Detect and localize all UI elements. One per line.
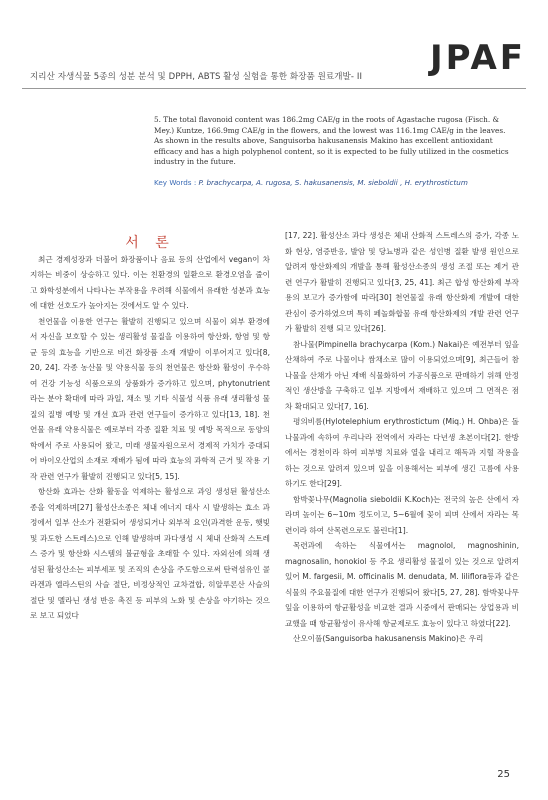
body-paragraph: 참나물(Pimpinella brachycarpa (Kom.) Nakai)은 예전부터 잎을 산채하여 주로 나물이나 쌈채소로 많이 이용되었으며[9], 최근들어 참나물을 산채가 아닌 재배 식물화하여 가공식품으로 판매하기 위해 안정적인 생산방을 구축하고 일부 지방에서 재배하고 있으며 그 면적은 점차 확대되고 있다[7, 16]. (285, 339, 519, 411)
body-paragraph: 평의비름(Hylotelephium erythrostictum (Miq.) H. Ohba)은 돌나물과에 속하여 우리나라 전역에서 자라는 다년생 초본이다[2]. 한방에서는 경천이라 하여 피부병 치료와 열을 내리고 해독과 지혈 작용을 하는 것으로 알려져 있으며 잎을 이용해서는 피부에 생긴 고름에 사용하기도 한다[29]. (285, 417, 519, 488)
keywords-list: P. brachycarpa, A. rugosa, S. hakusanensis, M. sieboldii , H. erythrostictum (198, 177, 468, 187)
page-number: 25 (497, 769, 510, 780)
keywords-label: Key Words : (154, 177, 197, 187)
section-title: 서 론 (125, 235, 175, 251)
body-column-right (285, 228, 519, 647)
abstract-block (154, 115, 516, 189)
header-divider (22, 88, 526, 89)
running-title: 지리산 자생식물 5종의 성분 분석 및 DPPH, ABTS 활성 실험을 통한 화장품 원료개발- II (30, 72, 363, 82)
abstract-paragraph-1: 5. The total flavonoid content was 186.2mg CAE/g in the roots of Agastache rugosa (Fisch. & Mey.) Kuntze, 166.9mg CAE/g in the flowers, and the lowest was 116.1mg CAE/g in the leaves. (154, 115, 506, 135)
keywords-line (154, 178, 516, 189)
body-paragraph: 목련과에 속하는 식물에서는 magnolol, magnoshinin, magnosalin, honokiol 등 주요 생리활성 물질이 있는 것으로 알려져 있어 M. fargesii, M. officinalis M. denudata, M. liliflora등과 같은 식물의 주요물질에 대한 연구가 진행되어 왔다[5, 27, 28]. 함박꽃나무 잎을 이용하여 항균활성을 비교한 결과 시중에서 판매되는 상업용과 비교했을 때 항균활성이 유사해 항균제로도 효능이 있다고 하였다[22]. (285, 541, 519, 628)
body-paragraph: 항산화 효과는 산화 활동을 억제하는 활성으로 과잉 생성된 활성산소종을 억제하며[27] 활성산소종은 체내 에너지 대사 시 발생하는 효소 과정에서 일부 산소가 전환되어 생성되거나 외부적 요인(과격한 운동, 햇빛 및 과도한 스트레스)으로 인해 발생하며 과다생성 시 체내 산화적 스트레스 증가 및 항산화 시스템의 불균형을 초래할 수 있다. 자외선에 의해 생성된 활성산소는 피부세포 및 조직의 손상을 주도함으로써 탄력섬유인 콜라겐과 엘라스틴의 사슬 절단, 비정상적인 교차결합, 히알루론산 사슬의 절단 및 멜라닌 생성 반응 촉진 등 피부의 노화 및 손상을 야기하는 것으로 보고 되었다 (30, 487, 270, 620)
body-paragraph: [17, 22]. 활성산소 과다 생성은 체내 산화적 스트레스의 증가, 각종 노화 현상, 염증반응, 발암 및 당뇨병과 같은 성인병 질환 발생 원인으로 알려져 항산화제의 개발을 통해 활성산소종의 생성 조절 또는 제거 관련 연구가 활발히 진행되고 있다[3, 25, 41]. 최근 합성 항산화제 부작용의 보고가 증가함에 따라[30] 천연물질 유래 항산화제 개발에 대한 관심이 증가하였으며 특히 페놀화합물 유래 항산화제의 개발 관련 연구가 활발히 진행 되고 있다[26]. (285, 231, 519, 333)
body-column-left (30, 236, 270, 624)
page-header (0, 0, 548, 96)
body-paragraph: 최근 경제성장과 더불어 화장품이나 음료 등의 산업에서 vegan이 차지하는 비중이 상승하고 있다. 이는 친환경의 일환으로 환경오염을 줄이고 화학성분에서 나타나는 부작용을 우려해 식물에서 유래한 성분과 효능에 대한 선호도가 높아지는 것에서도 알 수 있다. (30, 254, 270, 310)
body-paragraph: 함박꽃나무(Magnolia sieboldii K.Koch)는 전국의 높은 산에서 자라며 높이는 6~10m 정도이고, 5~6월에 꽃이 피며 산에서 자라는 목련이라 하여 산목련으로도 불린다[1]. (285, 494, 519, 535)
journal-logo: JPAF (430, 38, 526, 78)
body-paragraph: 산오이풀(Sanguisorba hakusanensis Makino)은 우리 (293, 634, 484, 643)
abstract-paragraph-2: As shown in the results above, Sanguisorba hakusanensis Makino has excellent antioxidant efficacy and has a high polyphenol content, so it is expected to be fully utilized in the cosmetics industry in the future. (154, 136, 509, 167)
body-paragraph: 천연물을 이용한 연구는 활발히 진행되고 있으며 식물이 외부 환경에서 자신을 보호할 수 있는 생리활성 물질을 이용하여 항산화, 항염 및 항균 등의 효능을 기반으로 비건 화장품 소재 개발이 이루어지고 있다[8, 20, 24]. 각종 농산물 및 약용식물 등의 천연물은 항산화 활성이 우수하여 건강 기능성 식품으로의 상품화가 증가하고 있으며, phytonutrient라는 분야 확대에 따라 과일, 채소 및 기타 식물성 식품 유래 생리활성 물질의 질병 예방 및 개선 효과 관련 연구들이 증가하고 있다[13, 18]. 천연물 유래 약용식물은 예로부터 각종 질환 치료 및 예방 목적으로 동양의학에서 주로 사용되어 왔고, 미래 생물자원으로서 경제적 가치가 증대되어 바이오산업의 소재로 재배가 됨에 따라 효능의 과학적 근거 및 작용 기작 관련 연구가 활발히 진행되고 있다[5, 15]. (30, 316, 270, 481)
